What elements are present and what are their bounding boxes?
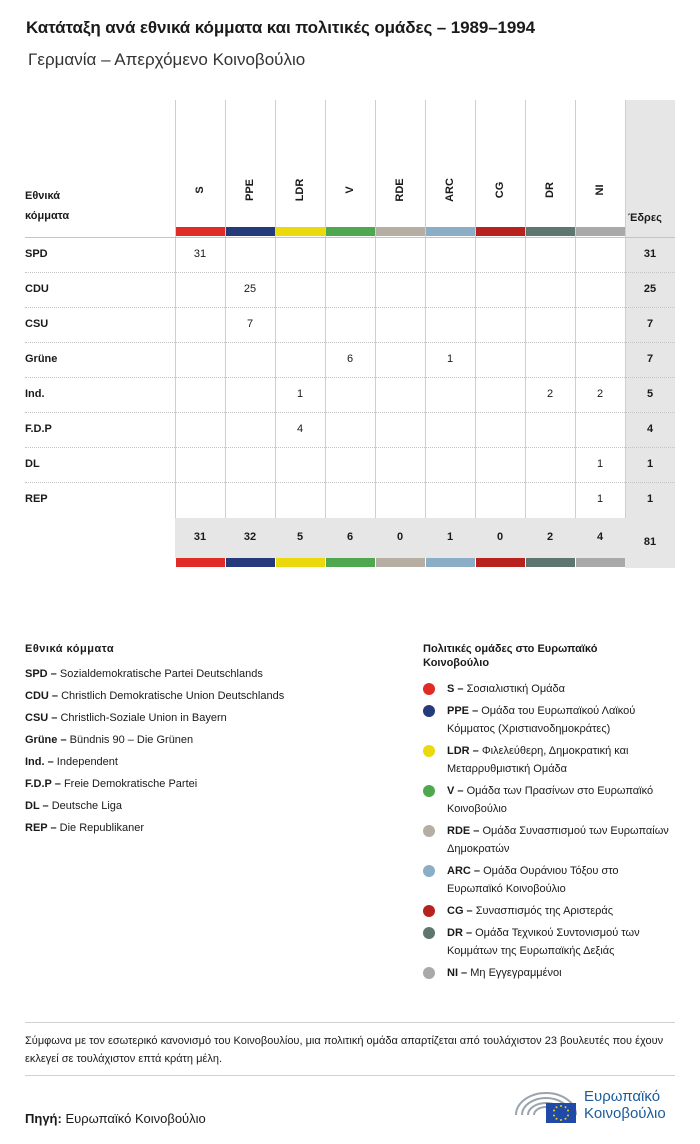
national-legend-item [25,778,197,790]
legend-text [447,902,673,920]
legend-abbr: DR – [447,927,473,939]
group-color-bar [476,558,525,567]
logo-text: Ευρωπαϊκό Κοινοβούλιο [584,1088,666,1122]
legend-abbr: RDE – [447,825,480,837]
column-header-v [325,140,375,240]
party-name: CDU [25,283,49,295]
group-legend-item [423,742,673,778]
color-dot-icon [423,705,435,717]
page-subtitle: Γερμανία – Απερχόμενο Κοινοβούλιο [28,50,306,69]
table-cell: 1 [446,353,454,365]
group-color-bar [526,558,575,567]
legend-abbr: CSU – [25,712,58,724]
column-header-label: V [344,186,356,194]
table-cell: 4 [296,423,304,435]
legend-name: Ομάδα Τεχνικού Συντονισμού των Κομμάτων της Ευρωπαϊκής Δεξιάς [447,927,640,957]
seats-cell: 1 [646,458,654,470]
color-dot-icon [423,865,435,877]
row-divider [25,272,675,273]
legend-abbr: CDU – [25,690,59,702]
group-legend-item [423,680,673,698]
column-header-ni [575,140,625,240]
national-legend-item [25,800,122,812]
national-legend-item [25,690,284,702]
column-header-label: DR [544,182,556,198]
total-cell: 5 [296,531,304,543]
group-legend-item [423,862,673,898]
legend-name: Συνασπισμός της Αριστεράς [475,905,614,917]
party-column-header: Εθνικά κόμματα [25,190,70,222]
table-cell: 7 [246,318,254,330]
group-color-bar [426,558,475,567]
legend-name: Independent [56,756,118,768]
column-header-label: LDR [294,178,306,202]
group-color-bar [426,227,475,236]
column-header-label: ARC [444,178,456,202]
ep-logo [514,1085,679,1125]
color-dot-icon [423,785,435,797]
table-cell: 2 [546,388,554,400]
group-color-bar [576,227,625,236]
source-line [25,1111,206,1126]
legend-name: Ομάδα του Ευρωπαϊκού Λαϊκού Κόμματος (Χριστιανοδημοκράτες) [447,705,636,735]
column-header-rde [375,140,425,240]
grand-total: 81 [643,536,657,548]
color-dot-icon [423,927,435,939]
legend-name: Ομάδα Συνασπισμού των Ευρωπαίων Δημοκρατών [447,825,669,855]
legend-text [447,862,673,898]
legend-name: Φιλελεύθερη, Δημοκρατική και Μεταρρυθμιστική Ομάδα [447,745,629,775]
seat-table [25,100,675,570]
row-divider [25,342,675,343]
party-name: F.D.P [25,423,52,435]
page-title: Κατάταξη ανά εθνικά κόμματα και πολιτικές ομάδες – 1989–1994 [26,18,535,37]
column-header-label: PPE [244,178,256,202]
seats-cell: 7 [646,318,654,330]
legend-abbr: F.D.P – [25,778,61,790]
legend-abbr: PPE – [447,705,479,717]
column-header-ldr [275,140,325,240]
national-legend-item [25,712,227,724]
party-name: REP [25,493,48,505]
legend-text [447,702,673,738]
column-header-label: CG [494,181,506,199]
header-divider [25,237,675,238]
legend-name: Freie Demokratische Partei [63,778,198,790]
column-header-cg [475,140,525,240]
total-cell: 6 [346,531,354,543]
group-legend-item [423,782,673,818]
legend-text [447,822,673,858]
group-legend-item [423,924,673,960]
legend-name: Die Republikaner [59,822,145,834]
total-cell: 0 [396,531,404,543]
legend-abbr: SPD – [25,668,57,680]
legend-abbr: ARC – [447,865,481,877]
group-color-bar [276,227,325,236]
column-header-label: S [194,186,206,194]
column-header-dr [525,140,575,240]
legend-name: Sozialdemokratische Partei Deutschlands [59,668,263,680]
table-cell: 2 [596,388,604,400]
seats-cell: 4 [646,423,654,435]
table-cell: 1 [296,388,304,400]
column-header-arc [425,140,475,240]
national-legend-item [25,734,193,746]
group-color-bar [326,227,375,236]
seats-cell: 1 [646,493,654,505]
table-cell: 1 [596,493,604,505]
legend-name: Christlich-Soziale Union in Bayern [60,712,227,724]
group-color-bar [176,558,225,567]
legend-abbr: Grüne – [25,734,67,746]
seats-cell: 7 [646,353,654,365]
source-label: Πηγή: [25,1111,62,1126]
row-divider [25,482,675,483]
total-cell: 0 [496,531,504,543]
legend-abbr: DL – [25,800,49,812]
legend-abbr: CG – [447,905,473,917]
legend-name: Deutsche Liga [51,800,123,812]
group-legend-item [423,902,673,920]
legend-text [447,782,673,818]
legend-abbr: REP – [25,822,57,834]
group-legend-item [423,964,673,982]
seats-column-header: Έδρες [628,212,662,224]
national-legend-item [25,668,263,680]
group-legend-item [423,702,673,738]
group-legend-item [423,822,673,858]
table-cell: 6 [346,353,354,365]
table-cell: 1 [596,458,604,470]
group-color-bar [326,558,375,567]
party-name: DL [25,458,40,470]
party-name: Grüne [25,353,58,365]
legend-name: Σοσιαλιστική Ομάδα [466,683,566,695]
group-color-bar [226,227,275,236]
column-header-ppe [225,140,275,240]
seats-cell: 25 [643,283,657,295]
legend-abbr: Ind. – [25,756,54,768]
legend-abbr: NI – [447,967,468,979]
row-divider [25,307,675,308]
seats-cell: 31 [643,248,657,260]
row-divider [25,412,675,413]
table-cell: 25 [243,283,257,295]
national-legend-item [25,822,144,834]
divider [25,1075,675,1076]
group-color-bar [176,227,225,236]
legend-text [447,964,673,982]
color-dot-icon [423,905,435,917]
group-color-bar [276,558,325,567]
group-legend-title: Πολιτικές ομάδες στο Ευρωπαϊκό Κοινοβούλιο [423,643,598,669]
column-header-label: RDE [394,178,406,202]
group-color-bar [376,227,425,236]
color-dot-icon [423,825,435,837]
group-color-bar [526,227,575,236]
column-header-label: NI [594,184,606,196]
legend-name: Bündnis 90 – Die Grünen [69,734,194,746]
national-legend-item [25,756,118,768]
color-dot-icon [423,683,435,695]
legend-name: Μη Εγγεγραμμένοι [470,967,562,979]
total-cell: 2 [546,531,554,543]
group-color-bar [576,558,625,567]
parliament-hemicycle-icon [514,1085,582,1125]
total-cell: 32 [243,531,257,543]
legend-name: Christlich Demokratische Union Deutschlands [61,690,285,702]
legend-text [447,924,673,960]
legend-text [447,680,673,698]
source-value: Ευρωπαϊκό Κοινοβούλιο [65,1111,206,1126]
group-color-bar [226,558,275,567]
seats-cell: 5 [646,388,654,400]
party-name: CSU [25,318,49,330]
party-name: Ind. [25,388,45,400]
total-cell: 1 [446,531,454,543]
row-divider [25,377,675,378]
color-dot-icon [423,745,435,757]
total-cell: 4 [596,531,604,543]
legend-name: Ομάδα των Πρασίνων στο Ευρωπαϊκό Κοινοβούλιο [447,785,654,815]
total-cell: 31 [193,531,207,543]
legend-abbr: LDR – [447,745,479,757]
color-dot-icon [423,967,435,979]
group-color-bar [376,558,425,567]
column-divider [625,100,626,518]
national-legend-title: Εθνικά κόμματα [25,643,115,655]
column-header-s [175,140,225,240]
table-cell: 31 [193,248,207,260]
divider [25,1022,675,1023]
group-color-bar [476,227,525,236]
row-divider [25,447,675,448]
legend-text [447,742,673,778]
legend-name: Ομάδα Ουράνιου Τόξου στο Ευρωπαϊκό Κοινοβούλιο [447,865,619,895]
party-name: SPD [25,248,48,260]
legend-abbr: V – [447,785,464,797]
footnote: Σύμφωνα με τον εσωτερικό κανονισμό του Κοινοβουλίου, μια πολιτική ομάδα απαρτίζεται από τουλάχιστον 23 βουλευτές που έχουν εκλεγεί σε τουλάχιστον επτά κράτη μέλη. [25,1035,664,1065]
legend-abbr: S – [447,683,464,695]
